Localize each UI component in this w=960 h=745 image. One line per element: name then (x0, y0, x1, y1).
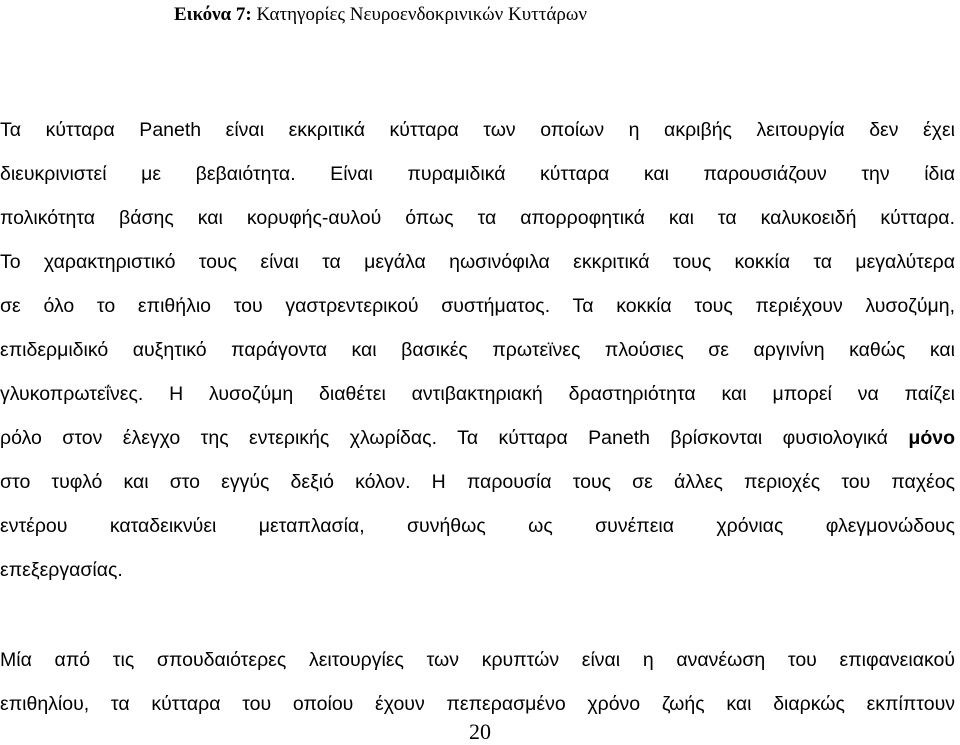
text-line-last: επεξεργασίας. (0, 559, 123, 581)
text-line: στο τυφλό και στο εγγύς δεξιό κόλον. Η παρουσία τους σε άλλες περιοχές του παχέος (0, 471, 955, 493)
figure-caption (174, 3, 587, 27)
text-line: γλυκοπρωτεΐνες. Η λυσοζύμη διαθέτει αντιβακτηριακή δραστηριότητα και μπορεί να παίζει (0, 383, 955, 405)
text-line: Μία από τις σπουδαιότερες λειτουργίες των κρυπτών είναι η ανανέωση του επιφανειακού (0, 649, 955, 671)
text-line: Το χαρακτηριστικό τους είναι τα μεγάλα ηωσινόφιλα εκκριτικά τους κοκκία τα μεγαλύτερα (0, 251, 955, 273)
figure-caption-text: Κατηγορίες Νευροενδοκρινικών Κυττάρων (256, 4, 587, 25)
page-number: 20 (469, 719, 491, 744)
text-line-segment: ρόλο στον έλεγχο της εντερικής χλωρίδας. Τα κύτταρα Paneth βρίσκονται φυσιολογικά (0, 427, 888, 449)
text-line: σε όλο το επιθήλιο του γαστρεντερικού συστήματος. Τα κοκκία τους περιέχουν λυσοζύμη, (0, 295, 955, 317)
text-line: πολικότητα βάσης και κορυφής-αυλού όπως τα απορροφητικά και τα καλυκοειδή κύτταρα. (0, 207, 955, 229)
text-line-with-emphasis (0, 416, 955, 460)
text-line: Τα κύτταρα Paneth είναι εκκριτικά κύτταρα των οποίων η ακριβής λειτουργία δεν έχει (0, 119, 955, 141)
emphasized-word: μόνο (908, 427, 955, 449)
text-line: διευκρινιστεί με βεβαιότητα. Είναι πυραμιδικά κύτταρα και παρουσιάζουν την ίδια (0, 163, 955, 185)
figure-caption-label: Εικόνα 7: (174, 4, 252, 25)
paragraph-crypt-functions (0, 638, 955, 726)
text-line: επιδερμιδικό αυξητικό παράγοντα και βασικές πρωτεϊνες πλούσιες σε αργινίνη καθώς και (0, 339, 955, 361)
paragraph-paneth-cells (0, 108, 955, 592)
text-line: επιθηλίου, τα κύτταρα του οποίου έχουν πεπερασμένο χρόνο ζωής και διαρκώς εκπίπτουν (0, 693, 955, 715)
text-line: εντέρου καταδεικνύει μεταπλασία, συνήθως ως συνέπεια χρόνιας φλεγμονώδους (0, 515, 955, 537)
